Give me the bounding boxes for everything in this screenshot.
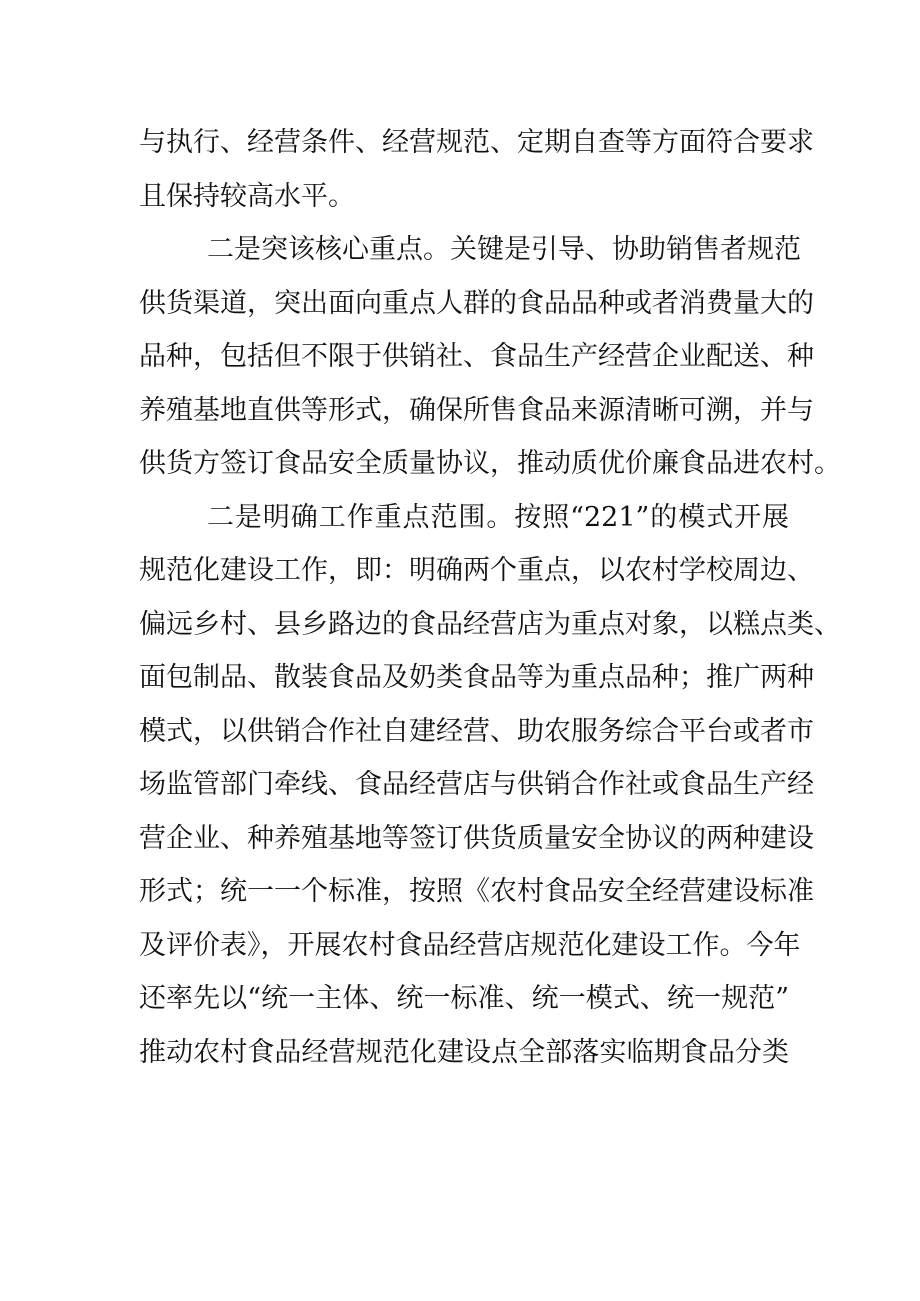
text-line-15: 形式；统一一个标准，按照《农村食品安全经营建设标准 (139, 876, 814, 907)
body-text (139, 116, 841, 1079)
text-line-7: 供货方签订食品安全质量协议，推动质优价廉食品进农村。 (139, 448, 841, 479)
text-line-4: 供货渠道，突出面向重点人群的食品品种或者消费量大的 (139, 287, 814, 319)
text-line-17: 还率先以“统一主体、统一标准、统一模式、统一规范” (139, 983, 789, 1014)
text-line-11: 面包制品、散装食品及奶类食品等为重点品种；推广两种 (139, 662, 814, 693)
text-line-13: 场监管部门牵线、食品经营店与供销合作社或食品生产经 (139, 769, 814, 800)
text-line-5: 品种，包括但不限于供销社、食品生产经营企业配送、种 (139, 341, 814, 372)
text-line-18: 推动农村食品经营规范化建设点全部落实临期食品分类 (139, 1036, 789, 1068)
text-line-16: 及评价表》，开展农村食品经营店规范化建设工作。今年 (139, 929, 801, 961)
text-line-9: 规范化建设工作，即：明确两个重点，以农村学校周边、 (139, 555, 814, 586)
text-line-10: 偏远乡村、县乡路边的食品经营店为重点对象，以糕点类、 (139, 608, 841, 640)
text-line-14: 营企业、种养殖基地等签订供货质量安全协议的两种建设 (139, 822, 814, 854)
text-line-12: 模式，以供销合作社自建经营、助农服务综合平台或者市 (139, 715, 814, 747)
text-line-6: 养殖基地直供等形式，确保所售食品来源清晰可溯，并与 (139, 394, 814, 426)
paragraph-start-line: 二是突该核心重点。关键是引导、协助销售者规范 (207, 234, 801, 265)
text-line-2: 且保持较高水平。 (139, 180, 355, 212)
paragraph-start-line: 二是明确工作重点范围。按照“221”的模式开展 (207, 501, 789, 533)
text-line-1: 与执行、经营条件、经营规范、定期自查等方面符合要求 (139, 127, 814, 158)
